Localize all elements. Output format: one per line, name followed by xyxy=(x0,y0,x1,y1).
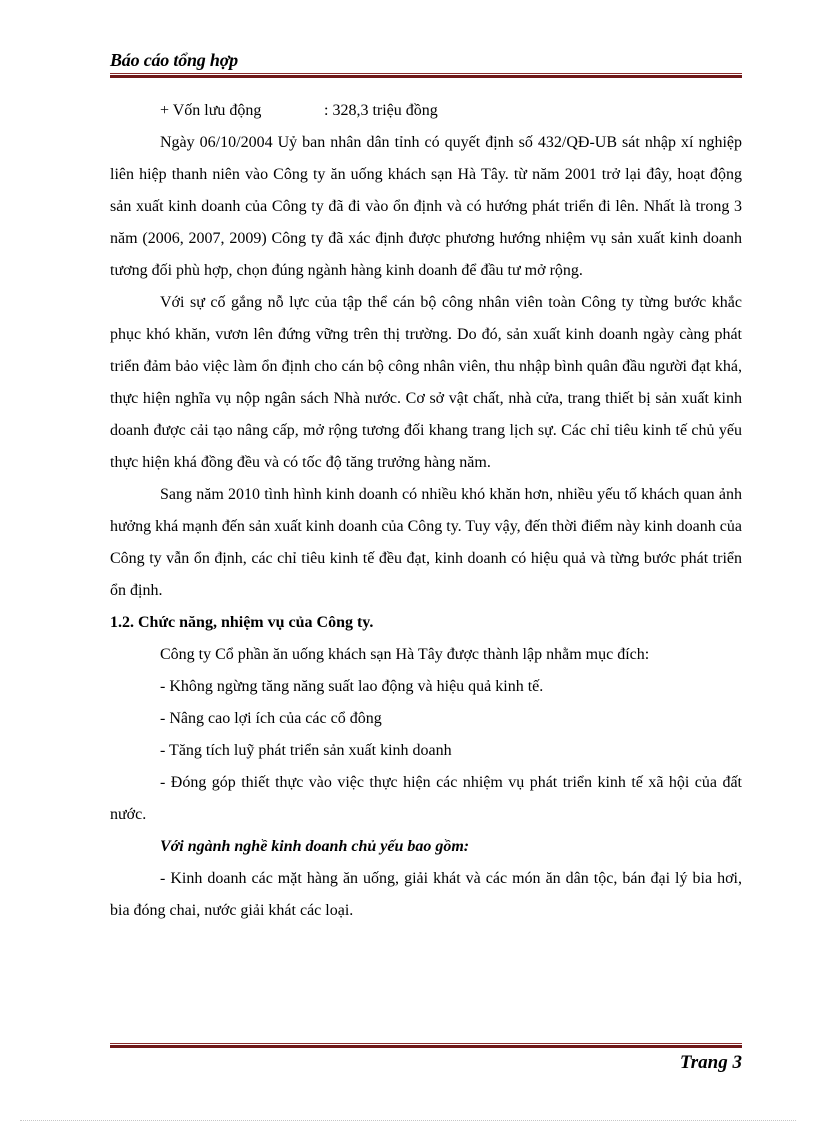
page-header-title: Báo cáo tổng hợp xyxy=(110,50,238,70)
purpose-item: - Tăng tích luỹ phát triển sản xuất kinh doanh xyxy=(160,742,452,759)
page-number: Trang 3 xyxy=(679,1052,742,1073)
page-bottom-border xyxy=(20,1120,796,1121)
capital-label: + Vốn lưu động xyxy=(160,102,262,119)
purpose-item: - Nâng cao lợi ích của các cổ đông xyxy=(160,710,382,727)
capital-value: : 328,3 triệu đồng xyxy=(324,102,438,119)
paragraph: Với sự cố gắng nỗ lực của tập thể cán bộ công nhân viên toàn Công ty từng bước khắc phục khó khăn, vươn lên đứng vững trên thị trường. Do đó, sản xuất kinh doanh ngày càng phát triển đảm bảo việc làm ổn định cho cán bộ công nhân viên, thu nhập bình quân đầu người đạt khá, thực hiện nghĩa vụ nộp ngân sách Nhà nước. Cơ sở vật chất, nhà cửa, trang thiết bị sản xuất kinh doanh được cải tạo nâng cấp, mở rộng tương đối khang trang lịch sự. Các chỉ tiêu kinh tế chủ yếu thực hiện khá đồng đều và có tốc độ tăng trưởng hàng năm. xyxy=(110,294,742,471)
purpose-intro: Công ty Cổ phần ăn uống khách sạn Hà Tây được thành lập nhằm mục đích: xyxy=(160,646,650,663)
purpose-item: - Không ngừng tăng năng suất lao động và hiệu quả kinh tế. xyxy=(160,678,544,695)
header-divider-thick xyxy=(110,75,742,78)
business-item: - Kinh doanh các mặt hàng ăn uống, giải khát và các món ăn dân tộc, bán đại lý bia hơi, bia đóng chai, nước giải khát các loại. xyxy=(110,870,742,919)
header-divider xyxy=(110,73,742,78)
paragraph: Ngày 06/10/2004 Uỷ ban nhân dân tỉnh có quyết định số 432/QĐ-UB sát nhập xí nghiệp liên hiệp thanh niên vào Công ty ăn uống khách sạn Hà Tây. từ năm 2001 trở lại đây, hoạt động sản xuất kinh doanh của Công ty đã đi vào ổn định và có hướng phát triển đi lên. Nhất là trong 3 năm (2006, 2007, 2009) Công ty đã xác định được phương hướng nhiệm vụ sản xuất kinh doanh tương đối phù hợp, chọn đúng ngành hàng kinh doanh để đầu tư mở rộng. xyxy=(110,134,742,279)
footer-divider-thin xyxy=(110,1043,742,1044)
header-divider-thin xyxy=(110,73,742,74)
document-body xyxy=(110,95,742,927)
purpose-item: - Đóng góp thiết thực vào việc thực hiện các nhiệm vụ phát triển kinh tế xã hội của đất nước. xyxy=(110,774,742,823)
footer-divider-thick xyxy=(110,1045,742,1048)
capital-line xyxy=(110,95,742,127)
business-heading: Với ngành nghề kinh doanh chủ yếu bao gồm: xyxy=(160,838,470,855)
footer-divider xyxy=(110,1043,742,1048)
section-heading: 1.2. Chức năng, nhiệm vụ của Công ty. xyxy=(110,614,374,631)
paragraph: Sang năm 2010 tình hình kinh doanh có nhiều khó khăn hơn, nhiều yếu tố khách quan ảnh hưởng khá mạnh đến sản xuất kinh doanh của Công ty. Tuy vậy, đến thời điểm này kinh doanh của Công ty vẫn ổn định, các chỉ tiêu kinh tế đều đạt, kinh doanh có hiệu quả và từng bước phát triển ổn định. xyxy=(110,486,742,599)
